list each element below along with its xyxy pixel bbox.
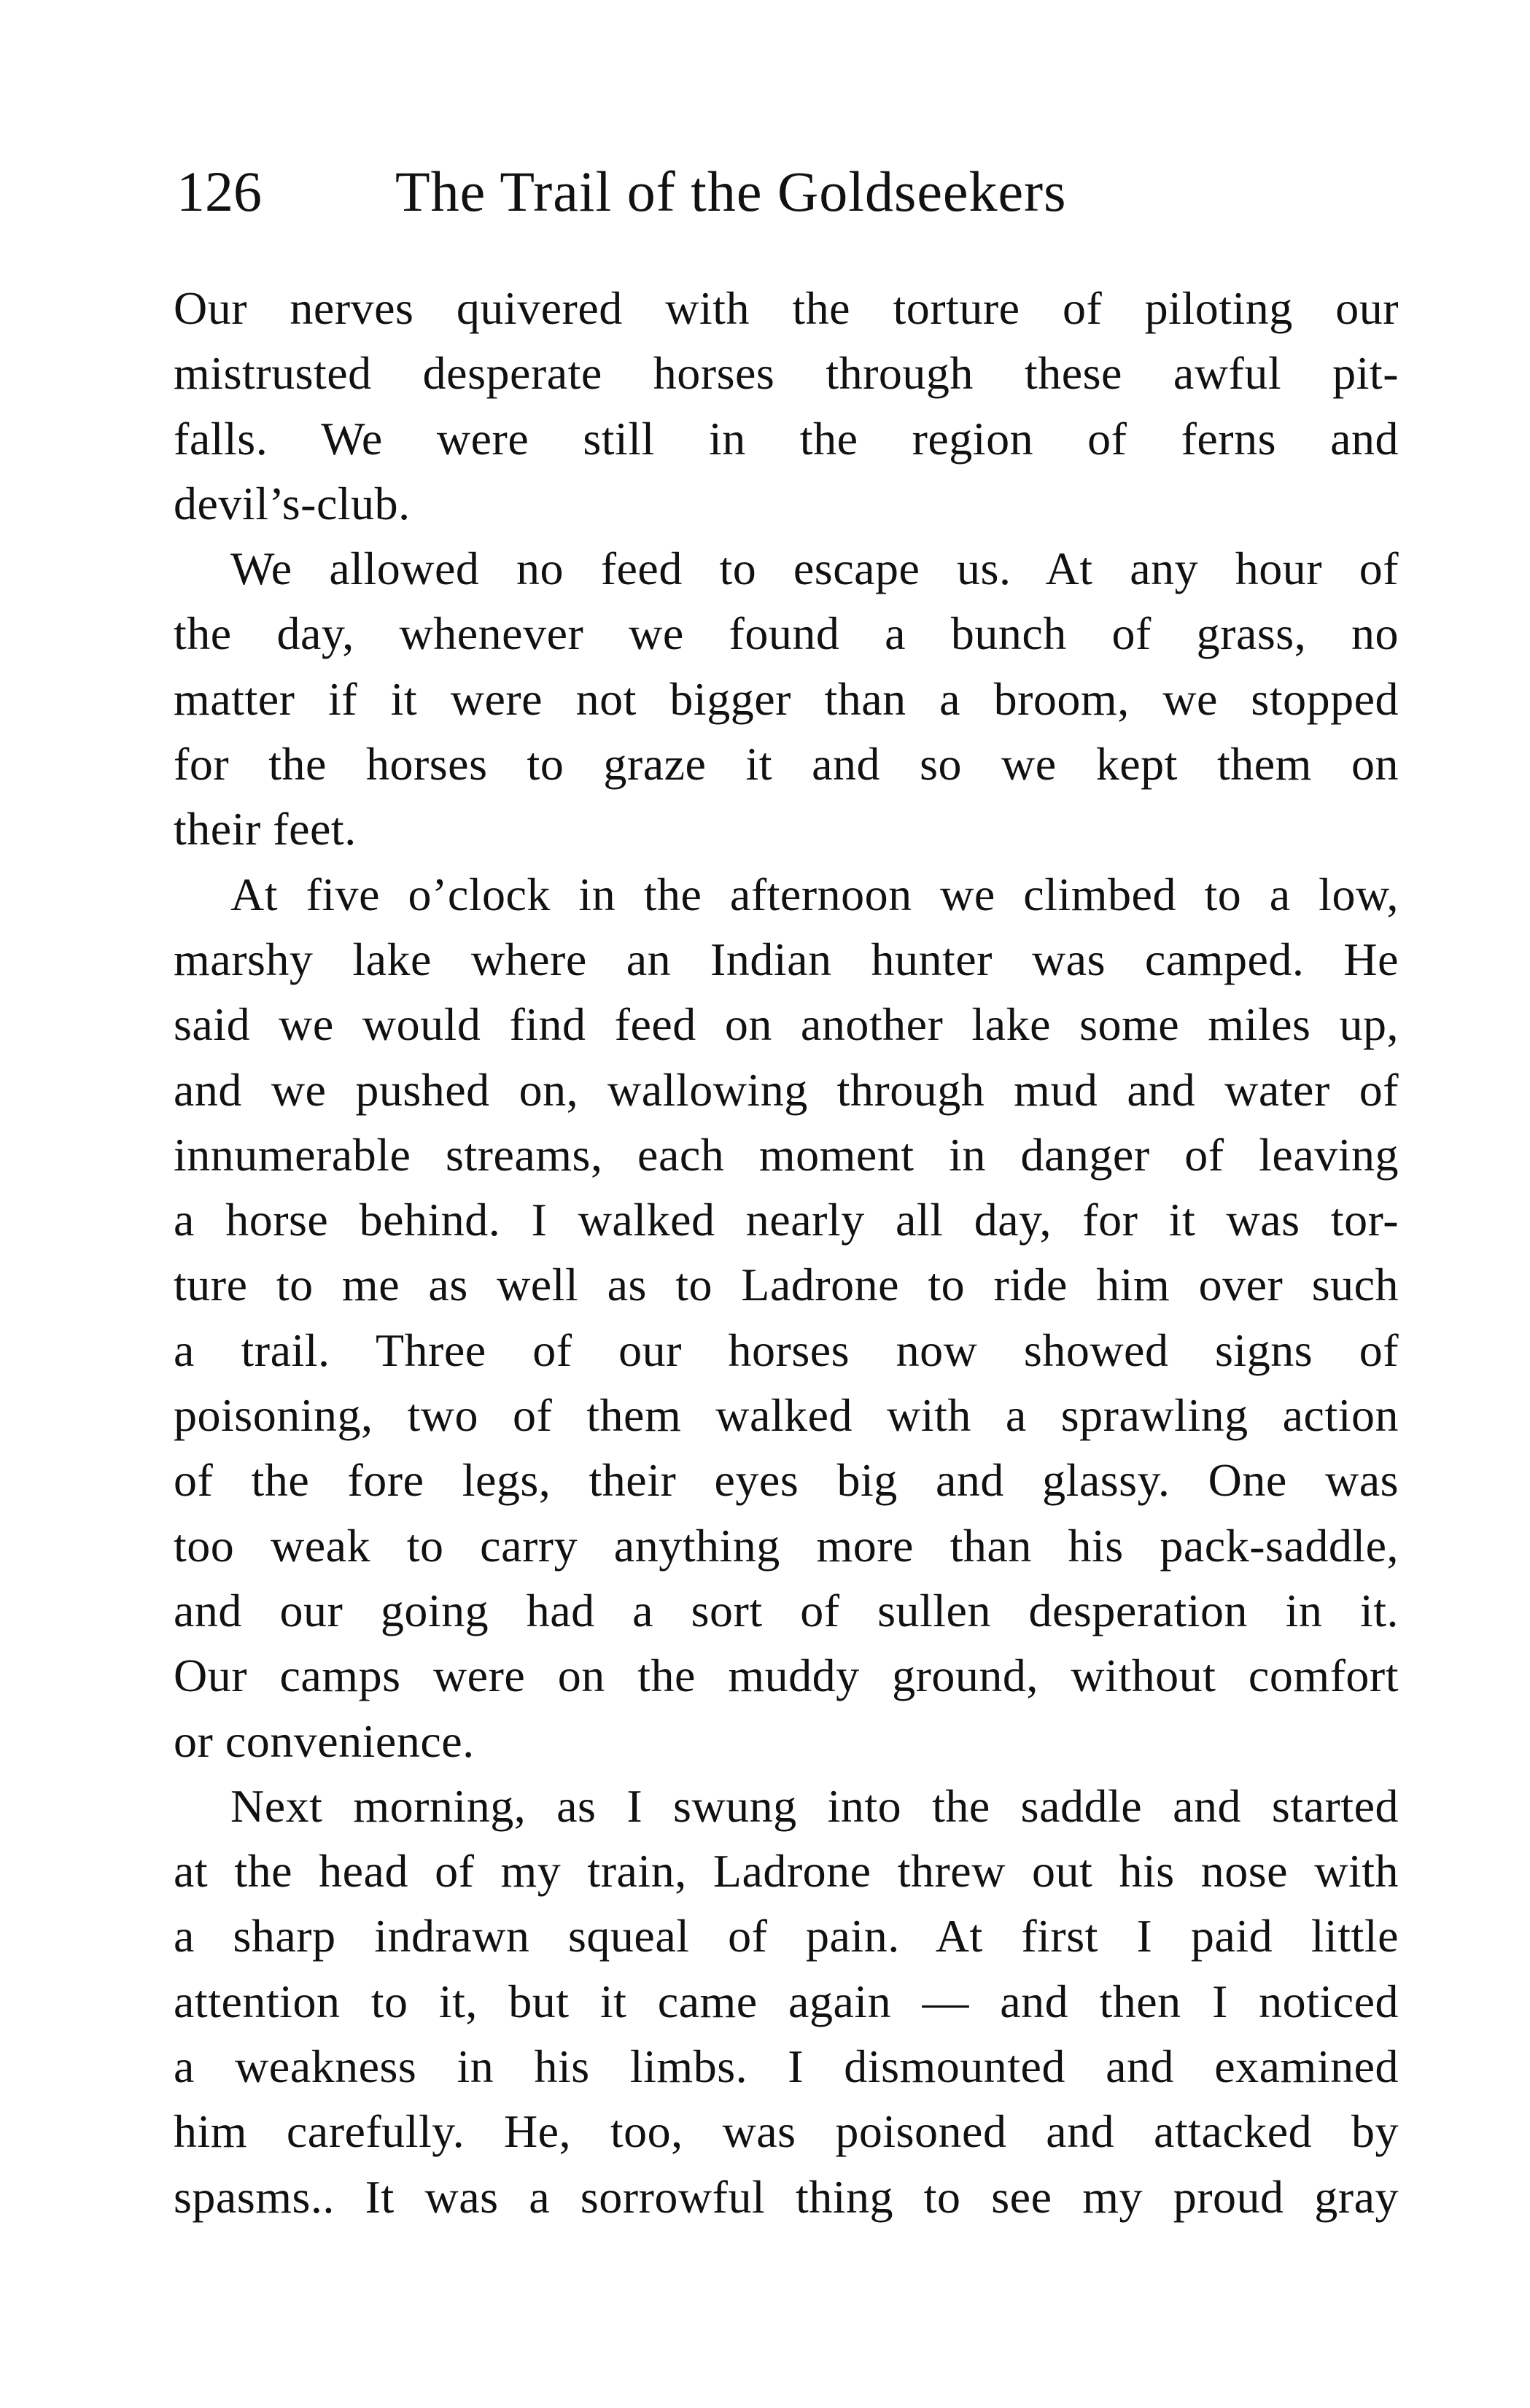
text-line: Our nerves quivered with the torture of piloting our [174,282,1399,334]
text-line: We allowed no feed to escape us. At any hour of [230,543,1399,595]
text-line: for the horses to graze it and so we kept them on [174,738,1399,791]
text-line: a trail. Three of our horses now showed signs of [174,1324,1399,1376]
paragraph [174,276,1399,536]
text-line: him carefully. He, too, was poisoned and attacked by [174,2105,1399,2158]
text-line: poisoning, two of them walked with a sprawling action [174,1389,1399,1442]
text-line: mistrusted desperate horses through these awful pit- [174,347,1399,400]
paragraph [174,862,1399,1774]
text-line: attention to it, but it came again — and then I noticed [174,1975,1399,2027]
running-head [176,159,1416,225]
text-line: falls. We were still in the region of ferns and [174,412,1399,465]
text-line: their feet. [174,803,357,855]
paragraph [174,1774,1399,2229]
text-line: At five o’clock in the afternoon we climbed to a low, [230,868,1399,920]
text-line: and we pushed on, wallowing through mud and water of [174,1063,1399,1116]
text-line: the day, whenever we found a bunch of grass, no [174,607,1399,660]
text-line: devil’s-club. [174,477,411,529]
text-line: innumerable streams, each moment in danger of leaving [174,1128,1399,1181]
text-line: of the fore legs, their eyes big and glassy. One was [174,1454,1399,1507]
text-line: or convenience. [174,1714,475,1767]
text-line: a weakness in his limbs. I dismounted and examined [174,2040,1399,2093]
text-line: Our camps were on the muddy ground, without comfort [174,1650,1399,1702]
paragraph [174,536,1399,861]
text-line: and our going had a sort of sullen desperation in it. [174,1584,1399,1636]
body-text [174,276,1399,2229]
text-line: at the head of my train, Ladrone threw out his nose with [174,1845,1399,1898]
text-line: spasms.. It was a sorrowful thing to see my proud gray [174,2170,1399,2223]
text-line: too weak to carry anything more than his pack-saddle, [174,1519,1399,1572]
running-title: The Trail of the Goldseekers [395,160,1067,223]
text-line: matter if it were not bigger than a broom, we stopped [174,672,1399,725]
text-line: ture to me as well as to Ladrone to ride him over such [174,1259,1399,1311]
text-line: said we would find feed on another lake some miles up, [174,998,1399,1051]
text-line: marshy lake where an Indian hunter was camped. He [174,933,1399,985]
text-line: Next morning, as I swung into the saddle and started [230,1779,1399,1832]
text-line: a sharp indrawn squeal of pain. At first I paid little [174,1910,1399,1962]
page-number: 126 [176,160,262,223]
text-line: a horse behind. I walked nearly all day, for it was tor- [174,1194,1399,1246]
